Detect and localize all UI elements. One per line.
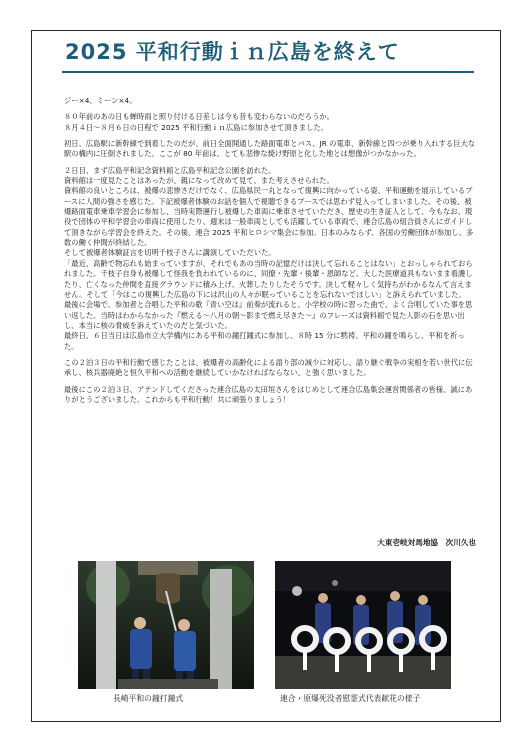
photo-wreath-offering [275, 561, 451, 689]
photo-caption-bell: 長崎平和の鐘打鐘式 [113, 694, 184, 703]
paragraph-opening: ジー×4、ミーン×4。 [64, 96, 137, 105]
wreath-offering-image [275, 561, 451, 689]
paragraph-reflection: この２泊３日の平和行動で感じたことは、被爆者の高齢化による語り部の減少に対応し、語り継ぐ戦争の実相を若い世代に伝承し、核兵器廃絶と恒久平和への活動を継続していかなければならない、と強く思いました。 [64, 357, 473, 378]
author-signature: 大東壱岐対馬地協 次川久也 [377, 538, 476, 547]
article-body [64, 96, 476, 405]
title-underline [62, 71, 474, 73]
photo-caption-wreath: 連合・原爆死没者慰霊式代表献花の様子 [280, 694, 421, 703]
paragraph-day2: ２日目、まず広島平和記念資料館と広島平和記念公園を訪れた。 資料館は一度見たことはあったが、親になって改めて見て、また考えさせられた。 資料館の良いところは、被爆の悲惨さだけでなく、広島県民一丸となって復興に向かっている姿、平和運動を展示しているブースに人間の強さを感じた。下記被爆者体験のお話を個人で視聴できるブースでは思わず見入ってしまいました。その後、被爆路面電車乗車学習会に参加し、当時実際運行し被爆した車両に乗車させていただき、歴史の生き証人として、今もなお、現役で団体の平和学習会の車両に使用したり、週末は一般車両としても活躍している車両で、連合広島の組合員さんにガイドして頂きながら学習会を終えた。その後、連合 2025 平和ヒロシマ集会に参加。日本のみならず、各国の労働団体が参加し、多数の働く仲間が終結した。 そして被爆者体験証言を切明千枝子さんに講演していただいた。 「最近、高齢で物忘れも始まっていますが、それでもあの当時の記憶だけは決して忘れることはない」とおっしゃられておられました。千枝子自身も被爆して怪我を負われているのに、同僚・先輩・後輩・恩師など、大した医療道具もないまま看護したり、亡くなった仲間を直接グラウンドに積み上げ、火葬したりしたそうです。決して軽々しく気持ちがわかるなんて言えません。そして「今はこの復興した広島の下には沢山の人々が眠っていることを忘れないでほしい」と訴えられていました。 最後に会場で、参加者と合唱した平和の歌『青い空は』前奏が流れると、小学校の時に習った曲で、よく合唱していた事を思い返した。当時はわからなかった『燃える～八月の朝～影まで燃え尽きた～』のフレーズは資料館で見た人影の石を思い出し、本当に核の脅威を訴えていたのだと気づいた。 最終日、６日当日は広島市立大学構内にある平和の鐘打鐘式に参加し、８時 15 分に黙祷。平和の鐘を鳴らし、平和を祈った。 [64, 165, 474, 351]
paragraph-intro: ８０年前のあの日も蝉時雨と照り付ける日差しは今も昔も変わらないのだろうか。 ８月４日～８月６日の日程で 2025 平和行動ｉｎ広島に参加させて頂きました。 [64, 112, 334, 132]
photo-bell-ceremony [78, 561, 254, 689]
paragraph-day1: 初日、広島駅に新幹線で到着したのだが、前日全面開通した路面電車とバス、JR の電車、新幹線と四つが乗り入れする巨大な駅の構内に圧倒されました。ここが 80 年前は、とても悲惨な焼け野原と化した地とは想像がつかなかった。 [64, 139, 476, 159]
paragraph-thanks: 最後にこの２泊３日、アテンドしてくださった連合広島の太田垣さんをはじめとして連合広島集会運営関係者の皆様、誠にありがとうございました。これからも平和行動！共に頑張りましょう！ [64, 384, 473, 404]
page-title: 2025 平和行動ｉｎ広島を終えて [65, 40, 400, 64]
bell-ceremony-image [78, 561, 254, 689]
